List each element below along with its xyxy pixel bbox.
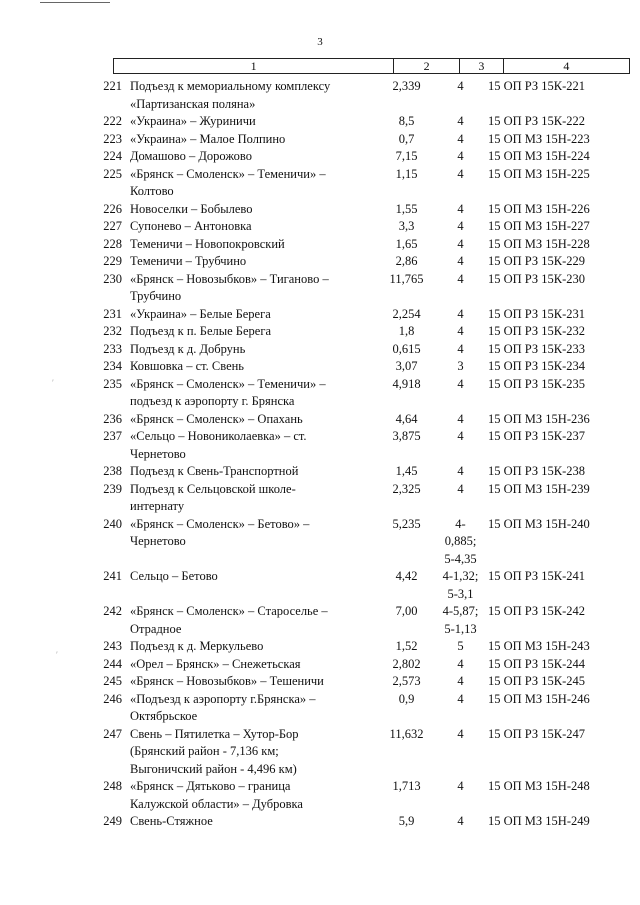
- road-code: 15 ОП РЗ 15К-235: [488, 376, 586, 391]
- road-length: 1,15: [395, 166, 418, 181]
- row-number: 237: [103, 429, 122, 443]
- road-code: 15 ОП РЗ 15К-229: [488, 254, 586, 268]
- road-category: 3: [457, 359, 464, 373]
- road-name: «Брянск – Смоленск» – Теменичи» – подъезд к аэропорту г. Брянска: [130, 376, 326, 408]
- road-category: 4: [457, 254, 464, 268]
- row-number: 238: [103, 464, 122, 478]
- road-name: «Украина» – Белые Берега: [130, 306, 271, 321]
- road-length: 4,42: [395, 569, 418, 583]
- road-length: 0,9: [398, 691, 415, 706]
- road-length: 7,15: [395, 149, 418, 163]
- road-length: 3,3: [398, 219, 415, 233]
- table-row: [103, 516, 630, 569]
- row-number: 244: [103, 656, 122, 671]
- road-category: 5: [457, 639, 464, 653]
- row-number: 222: [103, 114, 122, 128]
- road-name: «Брянск – Смоленск» – Бетово» – Чернетово: [130, 516, 310, 548]
- road-category: 4: [457, 324, 464, 338]
- road-code: 15 ОП РЗ 15К-242: [488, 604, 586, 618]
- road-code: 15 ОП РЗ 15К-233: [488, 341, 586, 356]
- scan-mark: ′: [52, 378, 54, 388]
- table-row: [103, 131, 630, 149]
- road-name: «Брянск – Новозыбков» – Тешеничи: [130, 674, 324, 688]
- table-row: [103, 726, 630, 779]
- road-name: Подъезд к д. Добрунь: [130, 341, 246, 356]
- row-number: 246: [103, 691, 122, 706]
- road-length: 1,8: [398, 324, 415, 338]
- road-code: 15 ОП РЗ 15К-241: [488, 569, 586, 583]
- table-row: [103, 323, 630, 341]
- road-name: Подъезд к Свень-Транспортной: [130, 464, 299, 478]
- scan-top-line: [40, 2, 110, 3]
- road-code: 15 ОП МЗ 15Н-225: [488, 166, 590, 181]
- road-category: 4: [457, 376, 464, 391]
- road-name: Подъезд к мемориальному комплексу «Партизанская поляна»: [130, 79, 331, 111]
- road-category: 4: [457, 149, 464, 163]
- road-category: 4: [457, 131, 464, 146]
- scan-mark: ′: [56, 650, 58, 660]
- table-row: [103, 358, 630, 376]
- table-header: [113, 58, 630, 74]
- row-number: 240: [103, 516, 122, 531]
- road-category: 4: [457, 79, 464, 93]
- road-category: 4: [457, 271, 464, 286]
- road-code: 15 ОП МЗ 15Н-228: [488, 236, 590, 251]
- road-name: «Украина» – Журиничи: [130, 114, 256, 128]
- road-length: 2,86: [395, 254, 418, 268]
- row-number: 223: [103, 131, 122, 146]
- road-code: 15 ОП РЗ 15К-221: [488, 79, 586, 93]
- road-name: «Подъезд к аэропорту г.Брянска» – Октябрьское: [130, 691, 316, 723]
- road-category: 4: [457, 411, 464, 426]
- road-length: 4,64: [395, 411, 418, 426]
- road-code: 15 ОП РЗ 15К-245: [488, 674, 586, 688]
- row-number: 243: [103, 639, 122, 653]
- table-row: [103, 428, 630, 463]
- row-number: 227: [103, 219, 122, 233]
- road-name: Ковшовка – ст. Свень: [130, 359, 245, 373]
- table-row: [103, 341, 630, 359]
- row-number: 231: [103, 306, 122, 321]
- road-category: 4: [457, 341, 464, 356]
- road-length: 11,765: [389, 271, 424, 286]
- table-row: [103, 271, 630, 306]
- table-row: [103, 218, 630, 236]
- road-name: Супонево – Антоновка: [130, 219, 252, 233]
- road-name: «Брянск – Новозыбков» – Тиганово – Трубчино: [130, 271, 329, 303]
- road-category: 4: [457, 201, 464, 216]
- table-row: [103, 201, 630, 219]
- road-code: 15 ОП МЗ 15Н-224: [488, 149, 590, 163]
- road-name: «Украина» – Малое Полпино: [130, 131, 286, 146]
- road-length: 0,7: [398, 131, 415, 146]
- road-length: 1,55: [395, 201, 418, 216]
- road-category: 4: [457, 306, 464, 321]
- row-number: 247: [103, 726, 122, 741]
- road-name: «Брянск – Смоленск» – Староселье – Отрадное: [130, 604, 328, 636]
- row-number: 229: [103, 254, 122, 268]
- road-length: 3,875: [392, 429, 421, 443]
- road-code: 15 ОП МЗ 15Н-227: [488, 219, 590, 233]
- road-name: Подъезд к Сельцовской школе- интернату: [130, 481, 296, 513]
- table-row: [103, 568, 630, 603]
- table-row: [103, 463, 630, 481]
- road-code: 15 ОП РЗ 15К-238: [488, 464, 586, 478]
- table-row: [103, 376, 630, 411]
- table-row: [103, 148, 630, 166]
- table-body: [103, 78, 630, 831]
- road-category: 4: [457, 779, 464, 793]
- road-length: 2,573: [392, 674, 421, 688]
- road-length: 2,802: [392, 656, 421, 671]
- road-length: 11,632: [389, 726, 424, 741]
- road-code: 15 ОП РЗ 15К-222: [488, 114, 586, 128]
- row-number: 228: [103, 236, 122, 251]
- road-code: 15 ОП РЗ 15К-247: [488, 726, 586, 741]
- roads-table: [103, 58, 630, 831]
- road-category: 4: [457, 674, 464, 688]
- road-category: 4-1,32; 5-3,1: [442, 569, 479, 601]
- road-code: 15 ОП МЗ 15Н-226: [488, 201, 590, 216]
- road-length: 1,713: [392, 779, 421, 793]
- header-col-3: 3: [459, 59, 503, 73]
- road-code: 15 ОП РЗ 15К-234: [488, 359, 586, 373]
- road-length: 1,45: [395, 464, 418, 478]
- road-category: 4: [457, 481, 464, 496]
- row-number: 225: [103, 166, 122, 181]
- road-length: 8,5: [398, 114, 415, 128]
- road-name: Подъезд к п. Белые Берега: [130, 324, 272, 338]
- road-category: 4: [457, 814, 464, 828]
- road-category: 4: [457, 166, 464, 181]
- table-row: [103, 236, 630, 254]
- road-category: 4: [457, 429, 464, 443]
- table-row: [103, 656, 630, 674]
- table-row: [103, 78, 630, 113]
- road-category: 4: [457, 114, 464, 128]
- road-name: Подъезд к д. Меркульево: [130, 639, 264, 653]
- page-number: 3: [317, 36, 323, 48]
- table-row: [103, 813, 630, 831]
- road-name: Сельцо – Бетово: [130, 569, 218, 583]
- road-length: 2,325: [392, 481, 421, 496]
- road-length: 5,9: [398, 814, 415, 828]
- road-name: «Орел – Брянск» – Снежетьская: [130, 656, 301, 671]
- row-number: 234: [103, 359, 122, 373]
- header-col-2: 2: [393, 59, 459, 73]
- road-code: 15 ОП РЗ 15К-230: [488, 271, 586, 286]
- road-category: 4: [457, 236, 464, 251]
- road-name: Новоселки – Бобылево: [130, 201, 253, 216]
- road-category: 4- 0,885; 5-4,35: [444, 516, 477, 566]
- table-row: [103, 673, 630, 691]
- table-row: [103, 691, 630, 726]
- table-row: [103, 778, 630, 813]
- road-name: «Брянск – Дятьково – граница Калужской области» – Дубровка: [130, 779, 303, 811]
- road-length: 5,235: [392, 516, 421, 531]
- road-name: Теменичи – Трубчино: [130, 254, 247, 268]
- road-code: 15 ОП МЗ 15Н-240: [488, 516, 590, 531]
- road-code: 15 ОП МЗ 15Н-223: [488, 131, 590, 146]
- road-length: 0,615: [392, 341, 421, 356]
- road-code: 15 ОП МЗ 15Н-249: [488, 814, 590, 828]
- row-number: 239: [103, 481, 122, 496]
- road-code: 15 ОП МЗ 15Н-243: [488, 639, 590, 653]
- row-number: 242: [103, 604, 122, 618]
- road-category: 4: [457, 726, 464, 741]
- road-category: 4: [457, 656, 464, 671]
- row-number: 235: [103, 376, 122, 391]
- road-code: 15 ОП РЗ 15К-232: [488, 324, 586, 338]
- table-row: [103, 638, 630, 656]
- header-col-4: 4: [503, 59, 630, 73]
- road-name: Свень – Пятилетка – Хутор-Бор (Брянский район - 7,136 км; Выгоничский район - 4,496 км): [130, 726, 299, 776]
- road-length: 7,00: [395, 604, 418, 618]
- table-row: [103, 306, 630, 324]
- road-length: 3,07: [395, 359, 418, 373]
- table-row: [103, 166, 630, 201]
- road-length: 1,52: [395, 639, 418, 653]
- road-length: 2,254: [392, 306, 421, 321]
- road-name: Домашово – Дорожово: [130, 149, 252, 163]
- road-code: 15 ОП РЗ 15К-244: [488, 656, 586, 671]
- road-code: 15 ОП МЗ 15Н-248: [488, 779, 590, 793]
- road-name: Свень-Стяжное: [130, 814, 213, 828]
- row-number: 232: [103, 324, 122, 338]
- road-name: «Сельцо – Новониколаевка» – ст. Чернетово: [130, 429, 307, 461]
- road-name: Теменичи – Новопокровский: [130, 236, 285, 251]
- table-row: [103, 411, 630, 429]
- road-code: 15 ОП МЗ 15Н-246: [488, 691, 590, 706]
- road-code: 15 ОП РЗ 15К-231: [488, 306, 586, 321]
- row-number: 226: [103, 201, 122, 216]
- road-category: 4: [457, 464, 464, 478]
- road-category: 4: [457, 691, 464, 706]
- road-category: 4-5,87; 5-1,13: [442, 604, 479, 636]
- row-number: 241: [103, 569, 122, 583]
- table-row: [103, 113, 630, 131]
- header-col-1: 1: [113, 59, 393, 73]
- road-length: 1,65: [395, 236, 418, 251]
- row-number: 249: [103, 814, 122, 828]
- road-code: 15 ОП МЗ 15Н-239: [488, 481, 590, 496]
- road-code: 15 ОП МЗ 15Н-236: [488, 411, 590, 426]
- road-name: «Брянск – Смоленск» – Теменичи» – Колтово: [130, 166, 326, 198]
- row-number: 230: [103, 271, 122, 286]
- row-number: 245: [103, 674, 122, 688]
- road-category: 4: [457, 219, 464, 233]
- row-number: 236: [103, 411, 122, 426]
- table-row: [103, 603, 630, 638]
- table-row: [103, 481, 630, 516]
- row-number: 221: [103, 79, 122, 93]
- road-code: 15 ОП РЗ 15К-237: [488, 429, 586, 443]
- road-length: 4,918: [392, 376, 421, 391]
- row-number: 224: [103, 149, 122, 163]
- road-length: 2,339: [392, 79, 421, 93]
- row-number: 248: [103, 779, 122, 793]
- row-number: 233: [103, 341, 122, 356]
- table-row: [103, 253, 630, 271]
- road-name: «Брянск – Смоленск» – Опахань: [130, 411, 303, 426]
